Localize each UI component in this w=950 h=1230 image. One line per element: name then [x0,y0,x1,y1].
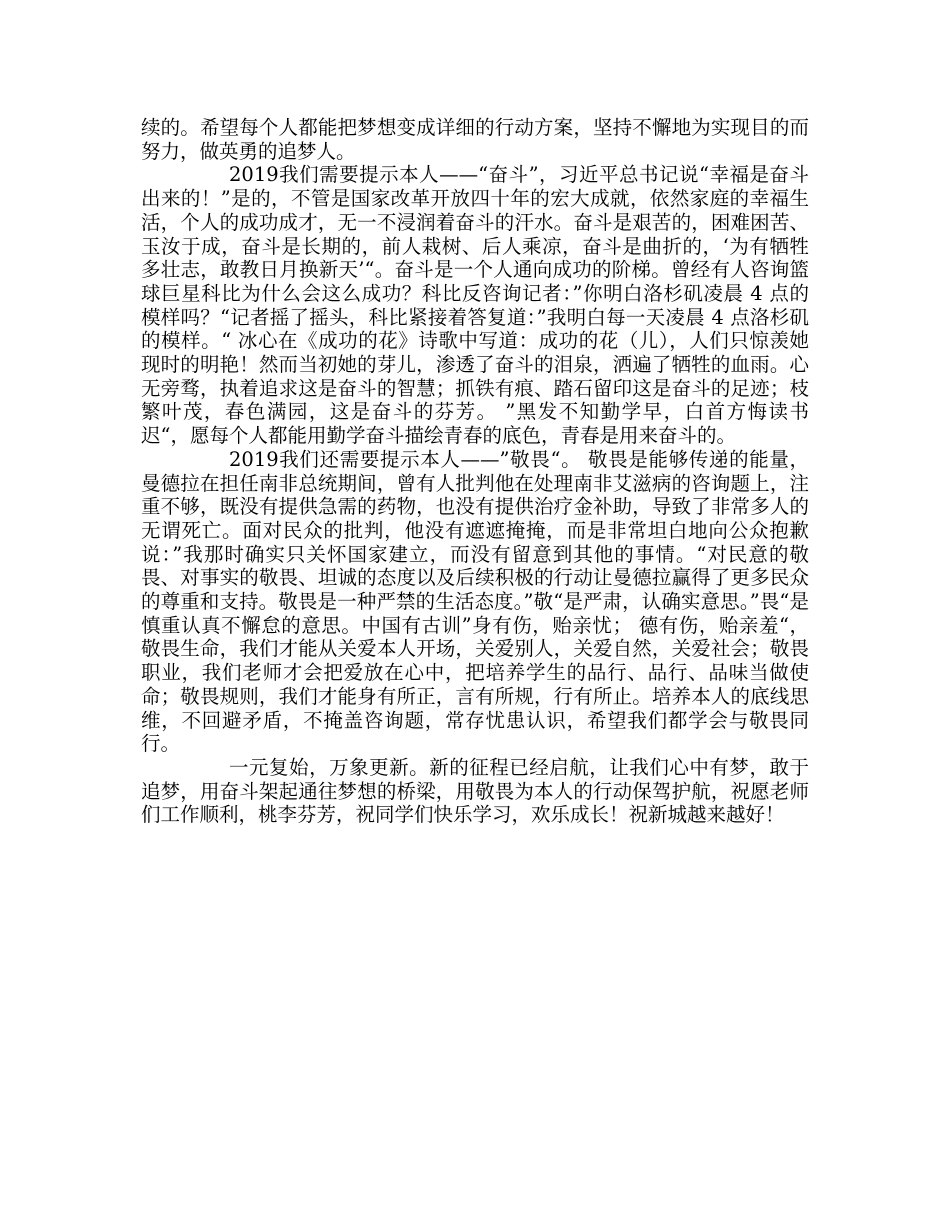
paragraph-dream-continuation: 续的。希望每个人都能把梦想变成详细的行动方案，坚持不懈地为实现目的而努力，做英勇的追梦人。 [141,116,809,163]
document-page [141,116,809,827]
paragraph-struggle: 2019我们需要提示本人——“奋斗”，习近平总书记说“幸福是奋斗出来的！”是的，不管是国家改革开放四十年的宏大成就，依然家庭的幸福生活，个人的成功成才，无一不浸润着奋斗的汗水。奋斗是艰苦的，困难困苦、玉汝于成，奋斗是长期的，前人栽树、后人乘凉，奋斗是曲折的，‘为有牺牲多壮志，敢教日月换新天’“。奋斗是一个人通向成功的阶梯。曾经有人咨询篮球巨星科比为什么会这么成功？科比反咨询记者：”你明白洛杉矶凌晨 4 点的模样吗？“记者摇了摇头，科比紧接着答复道：”我明白每一天凌晨 4 点洛杉矶的模样。“ 冰心在《成功的花》诗歌中写道：成功的花（儿），人们只惊羡她现时的明艳！然而当初她的芽儿，渗透了奋斗的泪泉，洒遍了牺牲的血雨。心无旁骛，执着追求这是奋斗的智慧；抓铁有痕、踏石留印这是奋斗的足迹；枝繁叶茂，春色满园，这是奋斗的芬芳。 ”黑发不知勤学早，白首方悔读书迟“，愿每个人都能用勤学奋斗描绘青春的底色，青春是用来奋斗的。 [141,163,809,448]
paragraph-closing-wishes: 一元复始，万象更新。新的征程已经启航，让我们心中有梦，敢于追梦，用奋斗架起通往梦想的桥梁，用敬畏为本人的行动保驾护航，祝愿老师们工作顺利，桃李芬芳，祝同学们快乐学习，欢乐成长！祝新城越来越好！ [141,755,809,827]
paragraph-reverence: 2019我们还需要提示本人——”敬畏“。 敬畏是能够传递的能量，曼德拉在担任南非总统期间，曾有人批判他在处理南非艾滋病的咨询题上，注重不够，既没有提供急需的药物，也没有提供治疗金补助，导致了非常多人的无谓死亡。面对民众的批判，他没有遮遮掩掩，而是非常坦白地向公众抱歉说：”我那时确实只关怀国家建立，而没有留意到其他的事情。“对民意的敬畏、对事实的敬畏、坦诚的态度以及后续积极的行动让曼德拉赢得了更多民众的尊重和支持。敬畏是一种严禁的生活态度。”敬“是严肃，认确实意思。”畏“是慎重认真不懈怠的意思。中国有古训”身有伤，贻亲忧； 德有伤，贻亲羞“，敬畏生命，我们才能从关爱本人开场，关爱别人，关爱自然，关爱社会；敬畏职业，我们老师才会把爱放在心中，把培养学生的品行、品行、品味当做使命；敬畏规则，我们才能身有所正，言有所规，行有所止。培养本人的底线思维，不回避矛盾，不掩盖咨询题，常存忧患认识，希望我们都学会与敬畏同行。 [141,447,809,756]
